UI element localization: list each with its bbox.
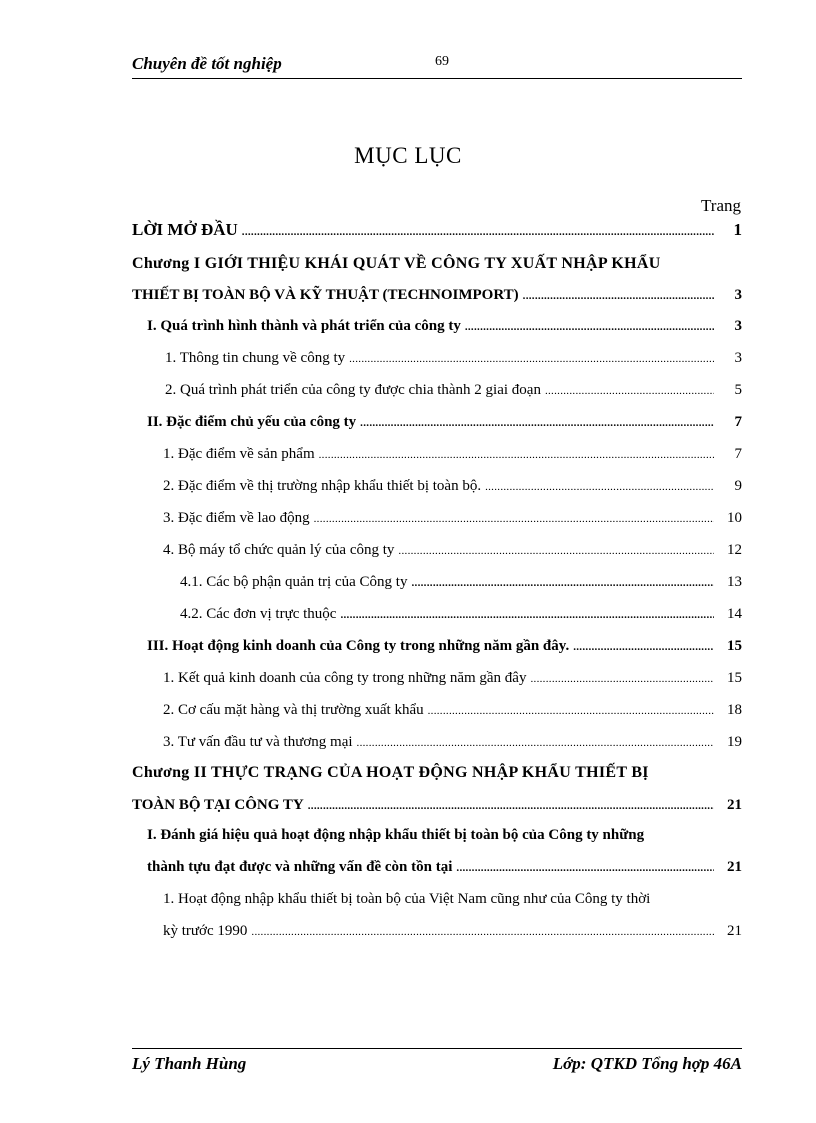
toc-entry[interactable]: 2. Quá trình phát triển của công ty được chia thành 2 giai đoạn ..... 5	[165, 382, 742, 404]
toc-entry[interactable]: III. Hoạt động kinh doanh của Công ty trong những năm gần đây. ..... 15	[147, 638, 742, 660]
toc-entry[interactable]: 4. Bộ máy tổ chức quản lý của công ty ..... 12	[163, 542, 742, 564]
toc-entry[interactable]: kỳ trước 1990 ..... 21	[163, 923, 742, 945]
page-column-label: Trang	[701, 196, 741, 215]
toc-entry[interactable]: 2. Đặc điểm về thị trường nhập khẩu thiết bị toàn bộ. ..... 9	[163, 478, 742, 500]
toc-entry[interactable]: 4.1. Các bộ phận quản trị của Công ty ..... 13	[180, 574, 742, 596]
toc-entry[interactable]: LỜI MỞ ĐẦU ..... 1	[132, 220, 742, 242]
toc-entry[interactable]: I. Quá trình hình thành và phát triển của công ty ..... 3	[147, 318, 742, 340]
toc-entry[interactable]: TOÀN BỘ TẠI CÔNG TY ..... 21	[132, 797, 742, 819]
toc-section-heading[interactable]: I. Đánh giá hiệu quả hoạt động nhập khẩu thiết bị toàn bộ của Công ty những	[147, 827, 645, 843]
toc-entry[interactable]: 1. Kết quả kinh doanh của công ty trong những năm gần đây ..... 15	[163, 670, 742, 692]
toc-entry[interactable]: 1. Thông tin chung về công ty ..... 3	[165, 350, 742, 372]
author-name: Lý Thanh Hùng	[132, 1054, 247, 1073]
page-header	[132, 50, 742, 79]
toc-entry[interactable]: 3. Đặc điểm về lao động ..... 10	[163, 510, 742, 532]
page-footer	[132, 1048, 742, 1073]
toc-entry[interactable]: 2. Cơ cấu mặt hàng và thị trường xuất khẩu ..... 18	[163, 702, 742, 724]
toc-entry[interactable]: 3. Tư vấn đầu tư và thương mại ..... 19	[163, 734, 742, 756]
page-number: 69	[435, 54, 449, 69]
toc-subsection-heading[interactable]: 1. Hoạt động nhập khẩu thiết bị toàn bộ của Việt Nam cũng như của Công ty thời	[163, 891, 651, 907]
toc-chapter-heading[interactable]: Chương II THỰC TRẠNG CỦA HOẠT ĐỘNG NHẬP KHẨU THIẾT BỊ	[132, 764, 649, 781]
toc-entry[interactable]: II. Đặc điểm chủ yếu của công ty ..... 7	[147, 414, 742, 436]
toc-entry[interactable]: thành tựu đạt được và những vấn đề còn tồn tại ..... 21	[147, 859, 742, 881]
toc-entry[interactable]: THIẾT BỊ TOÀN BỘ VÀ KỸ THUẬT (TECHNOIMPORT) ..... 3	[132, 287, 742, 309]
class-name: Lớp: QTKD Tổng hợp 46A	[552, 1054, 742, 1073]
toc-title: MỤC LỤC	[354, 143, 462, 168]
toc-entry[interactable]: 1. Đặc điểm về sản phẩm ..... 7	[163, 446, 742, 468]
doc-title: Chuyên đề tốt nghiệp	[132, 54, 282, 73]
toc-chapter-heading[interactable]: Chương I GIỚI THIỆU KHÁI QUÁT VỀ CÔNG TY XUẤT NHẬP KHẨU	[132, 255, 661, 272]
toc-entry[interactable]: 4.2. Các đơn vị trực thuộc ..... 14	[180, 606, 742, 628]
